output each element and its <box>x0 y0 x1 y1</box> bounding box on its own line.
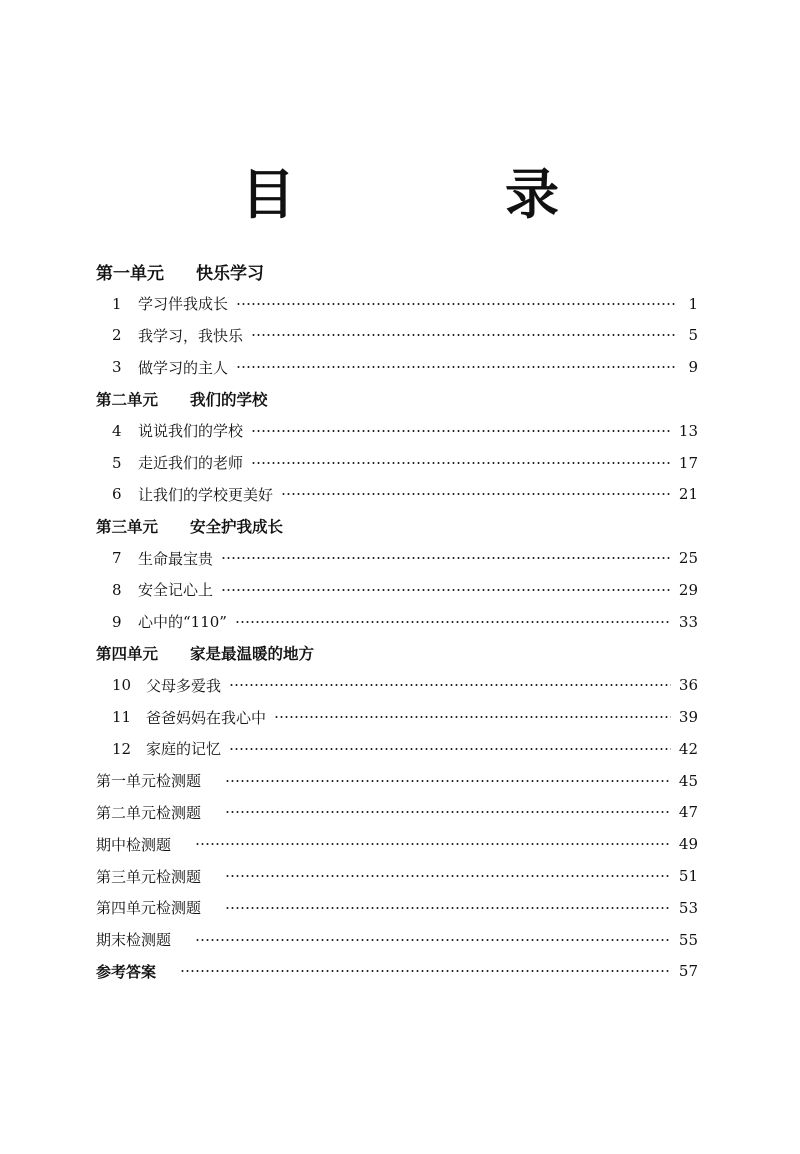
unit-number: 第二单元 <box>96 391 159 410</box>
page-title: 目 录 <box>241 163 637 226</box>
dot-leader <box>281 492 671 496</box>
unit-heading[interactable] <box>96 510 698 542</box>
page-number: 29 <box>678 580 698 599</box>
lesson-number: 10 <box>112 676 132 695</box>
toc-test-entry[interactable] <box>96 924 698 956</box>
unit-number: 第三单元 <box>96 518 159 537</box>
page-number: 33 <box>678 612 698 631</box>
unit-number: 第一单元 <box>96 264 164 285</box>
dot-leader <box>225 779 671 783</box>
unit-name: 家是最温暖的地方 <box>190 645 315 664</box>
toc-test-entry[interactable] <box>96 828 698 860</box>
toc-entry[interactable] <box>96 447 698 479</box>
dot-leader <box>274 715 671 719</box>
unit-name: 快乐学习 <box>196 264 264 285</box>
page-number: 36 <box>678 676 698 695</box>
unit-name: 安全护我成长 <box>190 518 284 537</box>
dot-leader <box>251 333 676 337</box>
toc-entry[interactable] <box>96 288 698 320</box>
page-number: 49 <box>678 835 698 854</box>
page-number: 55 <box>678 930 698 949</box>
toc-entry[interactable] <box>96 701 698 733</box>
dot-leader <box>221 588 671 592</box>
test-title: 第四单元检测题 <box>96 899 202 918</box>
lesson-number: 3 <box>112 358 122 377</box>
test-title: 第三单元检测题 <box>96 867 202 886</box>
dot-leader <box>195 938 671 942</box>
dot-leader <box>195 842 671 846</box>
page-number: 45 <box>678 771 698 790</box>
page-number: 13 <box>678 421 698 440</box>
toc-test-entry[interactable] <box>96 860 698 892</box>
page-number: 47 <box>678 803 698 822</box>
toc-entry[interactable] <box>96 574 698 606</box>
dot-leader <box>251 429 671 433</box>
table-of-contents <box>96 256 698 987</box>
lesson-number: 8 <box>112 580 122 599</box>
toc-entry[interactable] <box>96 669 698 701</box>
unit-heading[interactable] <box>96 638 698 670</box>
lesson-number: 4 <box>112 421 122 440</box>
lesson-number: 5 <box>112 453 122 472</box>
page-number: 17 <box>678 453 698 472</box>
page-number: 1 <box>688 294 698 313</box>
toc-answers-entry[interactable] <box>96 956 698 988</box>
lesson-number: 7 <box>112 549 122 568</box>
lesson-title: 父母多爱我 <box>146 676 222 695</box>
dot-leader <box>229 683 671 687</box>
test-title: 第一单元检测题 <box>96 772 202 791</box>
page-number: 5 <box>688 326 698 345</box>
unit-heading[interactable] <box>96 383 698 415</box>
lesson-title: 说说我们的学校 <box>138 422 244 441</box>
lesson-number: 6 <box>112 485 122 504</box>
lesson-title: 家庭的记忆 <box>146 740 222 759</box>
dot-leader <box>225 874 671 878</box>
dot-leader <box>180 969 671 973</box>
toc-entry[interactable] <box>96 351 698 383</box>
dot-leader <box>225 810 671 814</box>
dot-leader <box>236 365 676 369</box>
unit-heading[interactable] <box>96 256 698 288</box>
dot-leader <box>225 906 671 910</box>
toc-entry[interactable] <box>96 733 698 765</box>
test-title: 期末检测题 <box>96 931 172 950</box>
page-number: 39 <box>678 708 698 727</box>
lesson-title: 让我们的学校更美好 <box>138 485 274 504</box>
lesson-number: 1 <box>112 294 122 313</box>
page-number: 9 <box>688 358 698 377</box>
toc-entry[interactable] <box>96 320 698 352</box>
answers-title: 参考答案 <box>96 962 157 981</box>
unit-name: 我们的学校 <box>190 391 268 410</box>
toc-test-entry[interactable] <box>96 765 698 797</box>
lesson-title: 爸爸妈妈在我心中 <box>146 708 267 727</box>
lesson-title: 我学习，我快乐 <box>138 326 244 345</box>
toc-entry[interactable] <box>96 606 698 638</box>
lesson-title: 安全记心上 <box>138 581 214 600</box>
toc-test-entry[interactable] <box>96 797 698 829</box>
dot-leader <box>229 747 671 751</box>
page-number: 57 <box>678 962 698 981</box>
lesson-number: 9 <box>112 612 122 631</box>
toc-entry[interactable] <box>96 542 698 574</box>
page-number: 42 <box>678 739 698 758</box>
lesson-title: 学习伴我成长 <box>138 295 229 314</box>
toc-entry[interactable] <box>96 415 698 447</box>
lesson-number: 11 <box>112 708 132 727</box>
toc-test-entry[interactable] <box>96 892 698 924</box>
page-number: 21 <box>678 485 698 504</box>
lesson-title: 心中的“110” <box>138 613 227 632</box>
dot-leader <box>235 620 671 624</box>
lesson-title: 生命最宝贵 <box>138 549 214 568</box>
toc-entry[interactable] <box>96 479 698 511</box>
lesson-title: 做学习的主人 <box>138 358 229 377</box>
dot-leader <box>236 302 676 306</box>
dot-leader <box>251 461 671 465</box>
page-number: 25 <box>678 549 698 568</box>
dot-leader <box>221 556 671 560</box>
test-title: 期中检测题 <box>96 835 172 854</box>
lesson-title: 走近我们的老师 <box>138 454 244 473</box>
page-number: 53 <box>678 898 698 917</box>
test-title: 第二单元检测题 <box>96 803 202 822</box>
lesson-number: 12 <box>112 739 132 758</box>
lesson-number: 2 <box>112 326 122 345</box>
page-number: 51 <box>678 867 698 886</box>
unit-number: 第四单元 <box>96 645 159 664</box>
